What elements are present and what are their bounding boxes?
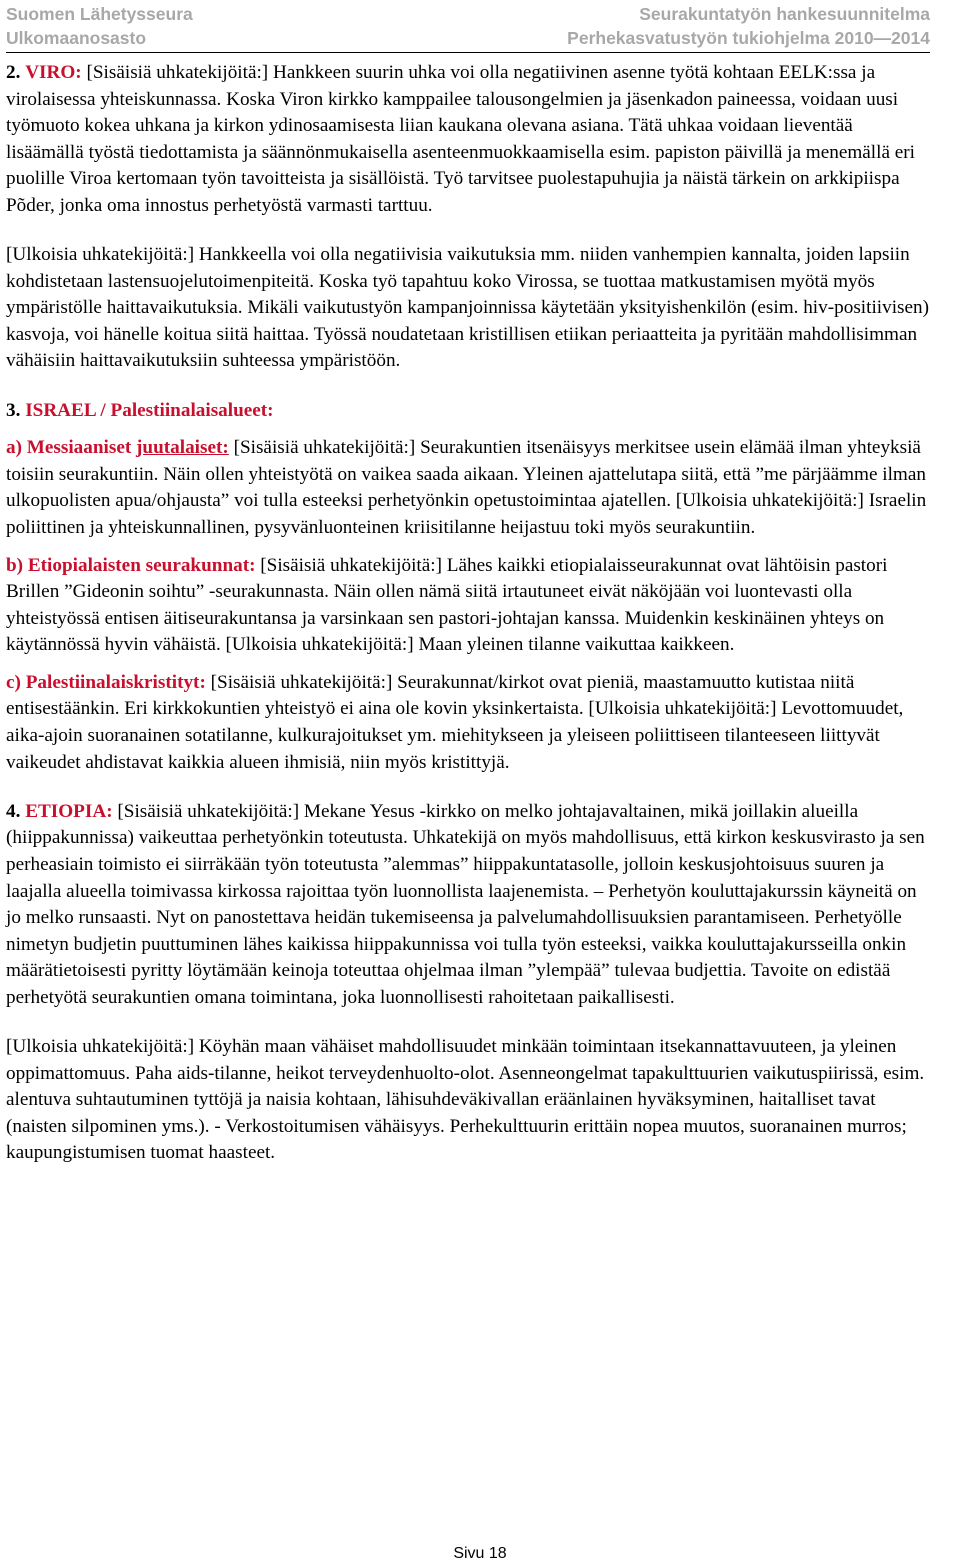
header-document-info — [567, 2, 930, 50]
section-etiopia-intro — [6, 799, 930, 1012]
header-rule — [6, 52, 930, 53]
paragraph-text: [Sisäisiä uhkatekijöitä:] Mekane Yesus -kirkko on melko johtajavaltainen, mikä joillakin alueilla (hiippakunnissa) vaikeuttaa perhetyönkin toteutusta. Uhkatekijä on myös mahdollisuus, että kirkon keskusvirasto ja sen perheasiain toimisto ei siirräkään työn toteutusta ”alemmas” hiippakuntatasolle, jolloin keskusjohtoisuus suuren ja laajalla alueella toimivassa kirkossa rajoittaa työn luonnollista laajenemista. – Perhetyön kouluttajakurssin käyneitä on jo melko runsaasti. Nyt on panostettava heidän tukemiseensa ja palvelumahdollisuuksien parantamiseen. Perhetyölle nimetyn budjetin puuttuminen lähes kaikissa hiippakunnissa voi tulla työn esteeksi, vaikka kouluttajakursseilla onkin määrätietoisesti pyritty löytämään keinoja toteuttaa ohjelmaa ilman ”ylempää” tulevaa budjettia. Tavoite on edistää perhetyötä seurakuntien omana toimintana, joka luonnollisesti rahoitetaan paikallisesti. — [6, 800, 925, 1008]
header-organization — [6, 2, 193, 50]
section-etiopia-external — [6, 1034, 930, 1167]
section-number: 2. — [6, 62, 21, 83]
subsection-c — [6, 670, 930, 776]
paragraph-text: [Sisäisiä uhkatekijöitä:] Lähes kaikki etiopialaisseurakunnat ovat lähtöisin pastori Brillen ”Gideonin soihtu” -seurakunnasta. Näin ollen nämä siitä irtautuneet eivät näköjään voi luontevasti olla yhteistyössä entisen äitiseurakuntansa ja varsinkaan sen pastori-johtajan kanssa. Muidenkin keskinäinen yhteys on käytännössä hyvin vähäistä. [Ulkoisia uhkatekijöitä:] Maan yleinen tilanne vaikuttaa kaikkeen. — [6, 554, 888, 656]
subsection-b — [6, 553, 930, 659]
document-body — [6, 60, 930, 1189]
section-viro-intro — [6, 60, 930, 220]
section-title-viro: VIRO: — [25, 62, 82, 83]
paragraph-text: [Ulkoisia uhkatekijöitä:] Hankkeella voi olla negatiivisia vaikutuksia mm. niiden vanhempien kannalta, joiden lapsiin kohdistetaan lastensuojelutoimenpiteitä. Koska työ tapahtuu koko Virossa, se tuottaa matkustamisen myötä myös ympäristölle haittavaikutuksia. Mikäli vaikutustyön kampanjoinnissa käytetään yksityishenkilön (esim. hiv-positiivisen) kasvoja, voi hänelle koitua siitä haittaa. Työssä noudatetaan kristillisen etiikan periaatteita ja pyritään mahdollisimman vähäisiin haittavaikutuksiin suhteessa ympäristöön. — [6, 244, 929, 372]
header-department: Ulkomaanosasto — [6, 28, 147, 48]
paragraph-text: [Sisäisiä uhkatekijöitä:] Seurakunnat/kirkot ovat pieniä, maastamuutto kutistaa niitä entisestäänkin. Eri kirkkokuntien yhteistyö ei aina ole kovin yksinkertaista. [Ulkoisia uhkatekijöitä:] Levottomuudet, aika-ajoin suoranainen sotatilanne, kulkurajoitukset ym. miehitykseen ja yleiseen poliittiseen tilanteeseen liittyvät vaikeudet ahdistavat kaikkia alueen ihmisiä, niin myös kristittyjä. — [6, 671, 904, 773]
subsection-b-label: b) Etiopialaisten seurakunnat: — [6, 554, 256, 576]
paragraph-text: [Ulkoisia uhkatekijöitä:] Köyhän maan vähäiset mahdollisuudet minkään toimintaan itsekannattavuuteen, ja yleinen oppimattomuus. Paha aids-tilanne, heikot terveydenhuolto-olot. Asenneongelmat tapakulttuurien vaikutuspiirissä, esim. alentuva suhtautuminen tyttöjä ja naisia kohtaan, lähisuhdeväkivallan eräänlainen hyväksyminen, haitalliset tavat (naisten silpominen yms.). - Verkostoitumisen vähäisyys. Perhekulttuurin erittäin nopea muutos, suoranainen murros; kaupungistumisen tuomat haasteet. — [6, 1036, 925, 1164]
paragraph-text: [Sisäisiä uhkatekijöitä:] Hankkeen suurin uhka voi olla negatiivinen asenne työtä kohtaan EELK:ssa ja virolaisessa yhteiskunnassa. Koska Viron kirkko kamppailee talousongelmien ja jäsenkadon paineessa, voidaan uusi työmuoto kokea uhkana ja kirkon ydinosaamisesta liian kaukana olevana asiana. Tätä uhkaa voidaan lieventää lisäämällä työstä tiedottamista ja säännönmukaisella asenteenmuokkaamisella esim. papiston päivillä ja menemällä eri puolille Viroa kertomaan työn tavoitteista ja sisällöistä. Työ tarvitsee puolestapuhujia ja näistä tärkein on arkkipiispa Põder, jonka oma innostus perhetyöstä varmasti tarttuu. — [6, 62, 915, 216]
header-program: Perhekasvatustyön tukiohjelma 2010—2014 — [567, 28, 930, 48]
subsection-c-label: c) Palestiinalaiskristityt: — [6, 671, 206, 693]
subsection-a-label: a) Messiaaniset — [6, 437, 137, 459]
section-number: 4. — [6, 800, 21, 822]
subsection-a-label-underlined: juutalaiset: — [136, 437, 229, 459]
header-doc-title: Seurakuntatyön hankesuunnitelma — [639, 4, 930, 24]
section-viro-external — [6, 242, 930, 375]
section-number: 3. — [6, 399, 21, 421]
section-title-israel: ISRAEL / Palestiinalaisalueet: — [25, 399, 274, 421]
header-org-name: Suomen Lähetysseura — [6, 4, 193, 24]
section-heading-israel — [6, 398, 930, 425]
subsection-a — [6, 435, 930, 541]
page-number: Sivu 18 — [453, 1545, 507, 1562]
paragraph-text: [Sisäisiä uhkatekijöitä:] Seurakuntien itsenäisyys merkitsee usein elämää ilman yhteyksiä toisiin seurakuntiin. Näin ollen yhteistyötä on vaikea saada aikaan. Yleinen ajattelutapa siitä, että ”me pärjäämme ilman ulkopuolisten apua/ohjausta” voi tulla esteeksi perhetyönkin opetustoimintaa ajatellen. [Ulkoisia uhkatekijöitä:] Israelin poliittinen ja yhteiskunnallinen, pysyvänluonteinen kriisitilanne heijastuu toki myös seurakuntiin. — [6, 437, 927, 538]
section-title-etiopia: ETIOPIA: — [25, 800, 113, 822]
page-header — [0, 0, 960, 50]
